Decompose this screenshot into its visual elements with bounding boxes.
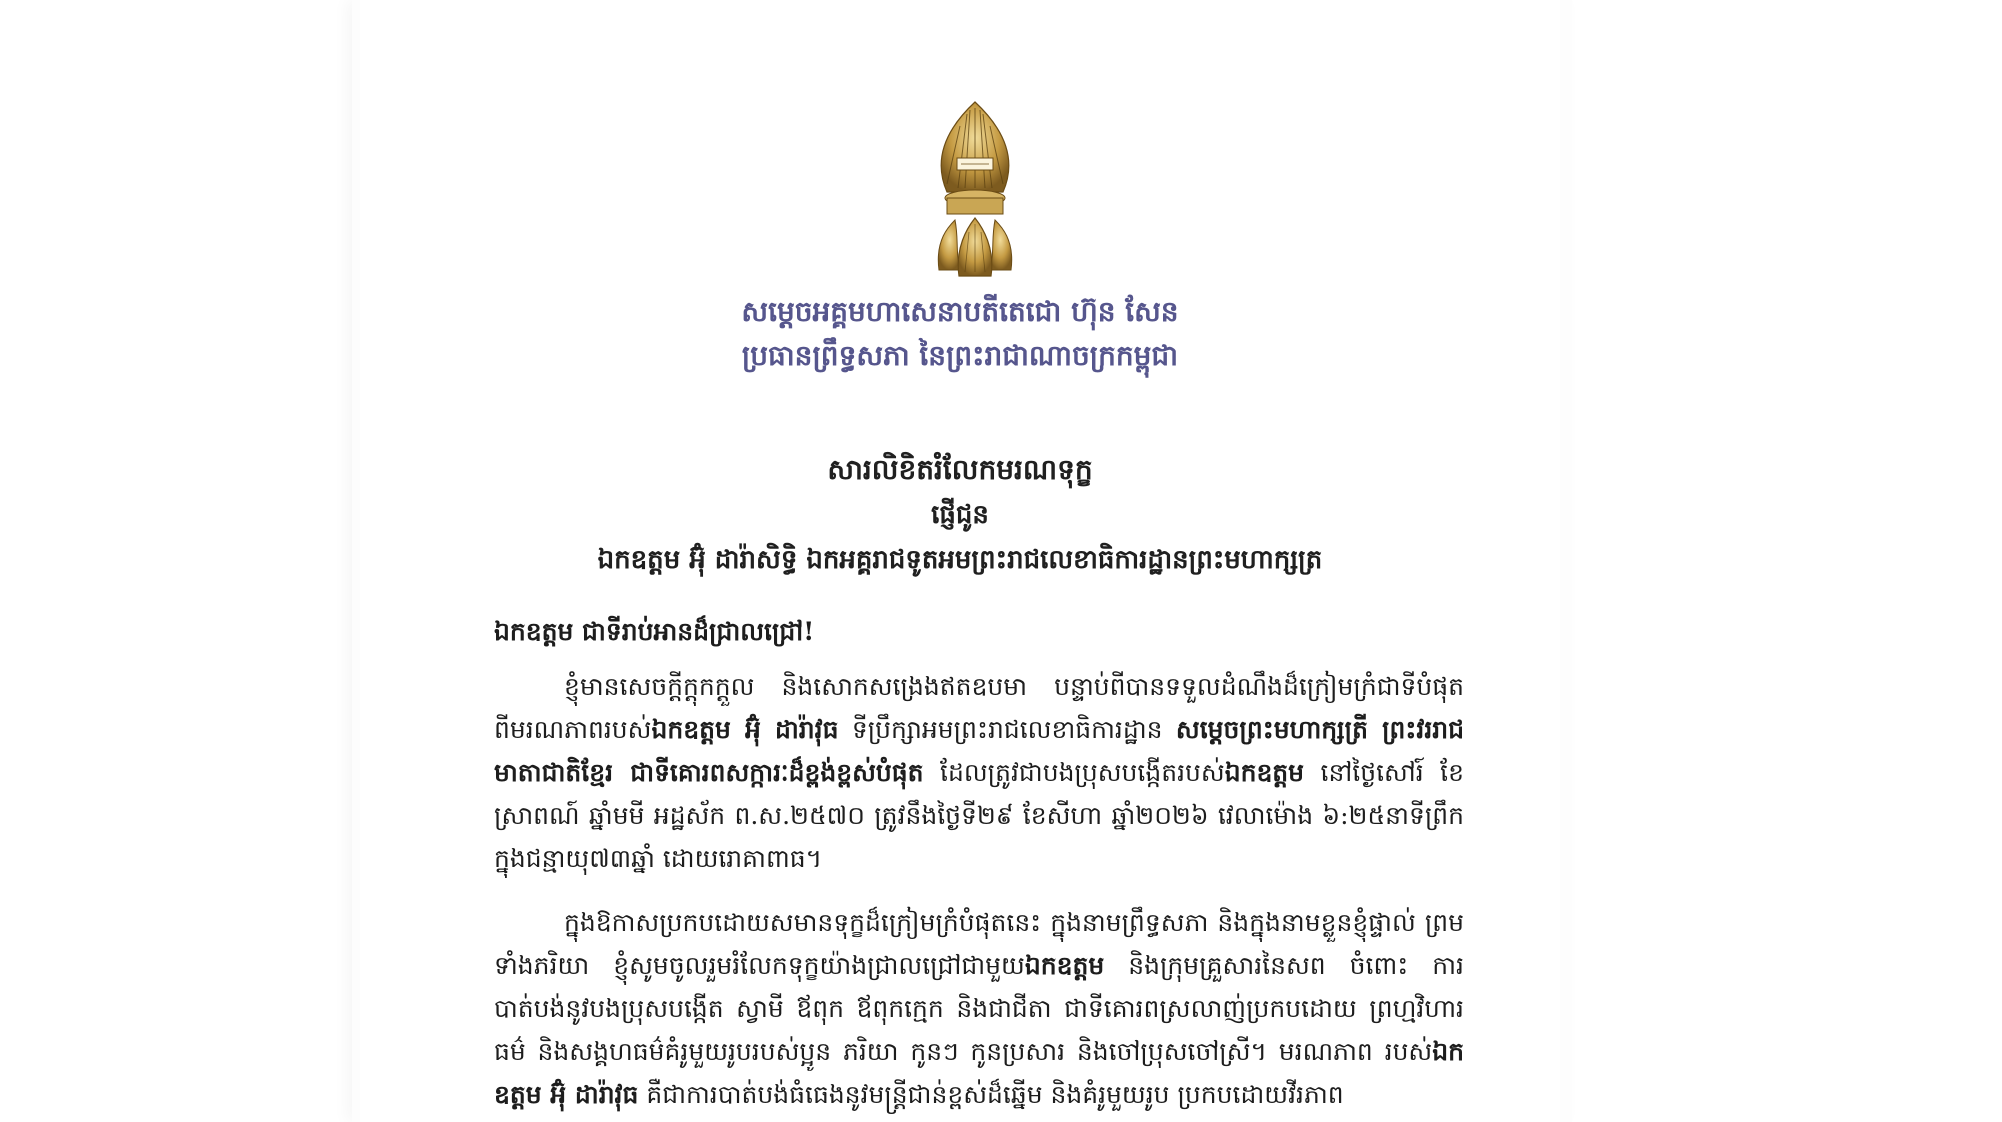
salutation: ឯកឧត្តម ជាទីរាប់អានដ៏ជ្រាលជ្រៅ! [494,617,815,646]
body-paragraph-1 [494,665,1464,880]
paragraph-text: នៅថ្ងៃសៅរ៍ ខែស្រាពណ៍ ឆ្នាំមមី អដ្ឋស័ក ព.ស.២៥៧០ ត្រូវនឹងថ្ងៃទី២៩ ខែសីហា ឆ្នាំ២០២៦ វេលាម៉ោង ៦:២៥នាទីព្រឹក ក្នុងជន្មាយុ៧៣ឆ្នាំ ដោយរោគាពាធ។ [494,758,1464,873]
paragraph-text: ខ្ញុំមានសេចក្តីក្តុកក្តួល និងសោកសង្រេងឥតឧបមា បន្ទាប់ពីបានទទួលដំណឹងដ៏ក្រៀមក្រំជាទីបំផុត ពីមរណភាពរបស់ [494,672,1464,744]
body-paragraph-2 [494,901,1464,1116]
letter-subheading: ផ្ញើជូន [931,500,989,530]
condolence-letter [360,0,1560,1122]
emphasis-name: ឯកឧត្តម អ៊ុំ ដារ៉ាវុធ [651,715,839,744]
letterhead-name: សម្តេចអគ្គមហាសេនាបតីតេជោ ហ៊ុន សែន [741,295,1179,328]
letter-recipient: ឯកឧត្តម អ៊ុំ ដារ៉ាសិទ្ធិ ឯកអគ្គរាជទូតអមព្រះរាជលេខាធិការដ្ឋានព្រះមហាក្សត្រ [597,545,1323,575]
paragraph-text: ទីប្រឹក្សាអមព្រះរាជលេខាធិការដ្ឋាន [838,715,1176,744]
emphasis-name: ឯកឧត្តម អ៊ុំ ដារ៉ាវុធ [494,1037,1464,1109]
paragraph-text: ក្នុងឱកាសប្រកបដោយសមានទុក្ខដ៏ក្រៀមក្រំបំផុតនេះ ក្នុងនាមព្រឹទ្ធសភា និងក្នុងនាមខ្លួនខ្ញុំផ្ទាល់ ព្រមទាំងភរិយា ខ្ញុំសូមចូលរួមរំលែកទុក្ខយ៉ាងជ្រាលជ្រៅជាមួយ [494,908,1464,980]
paragraph-text: គឺជាការបាត់បង់ធំធេងនូវមន្ត្រីជាន់ខ្ពស់ដ៏ឆ្នើម និងគំរូមួយរូប ប្រកបដោយវីរភាព [638,1080,1344,1109]
paragraph-text: និងក្រុមគ្រួសារនៃសព ចំពោះ ការបាត់បង់នូវបងប្រុសបង្កើត ស្វាមី ឪពុក ឪពុកក្មេក និងជាជីតា ជាទីគោរពស្រលាញ់ប្រកបដោយ ព្រហ្មវិហារធម៌ និងសង្គហធម៌គំរូមួយរូបរបស់ប្អូន ភរិយា កូនៗ កូនប្រសារ និងចៅប្រុសចៅស្រី។ មរណភាព របស់ [494,951,1464,1066]
emphasis-name: ឯកឧត្តម [1224,758,1305,787]
paragraph-text: ដែលត្រូវជាបងប្រុសបង្កើតរបស់ [923,758,1225,787]
emphasis-name: ឯកឧត្តម [1024,951,1105,980]
letterhead-title: ប្រធានព្រឹទ្ធសភា នៃព្រះរាជាណាចក្រកម្ពុជា [741,339,1179,372]
emphasis-title: សម្តេចព្រះមហាក្សត្រី ព្រះវររាជមាតាជាតិខ្មែរ ជាទីគោរពសក្ការៈដ៏ខ្ពង់ខ្ពស់បំផុត [494,715,1464,787]
letter-heading: សារលិខិតរំលែកមរណទុក្ខ [827,453,1093,486]
royal-emblem [925,100,1025,285]
